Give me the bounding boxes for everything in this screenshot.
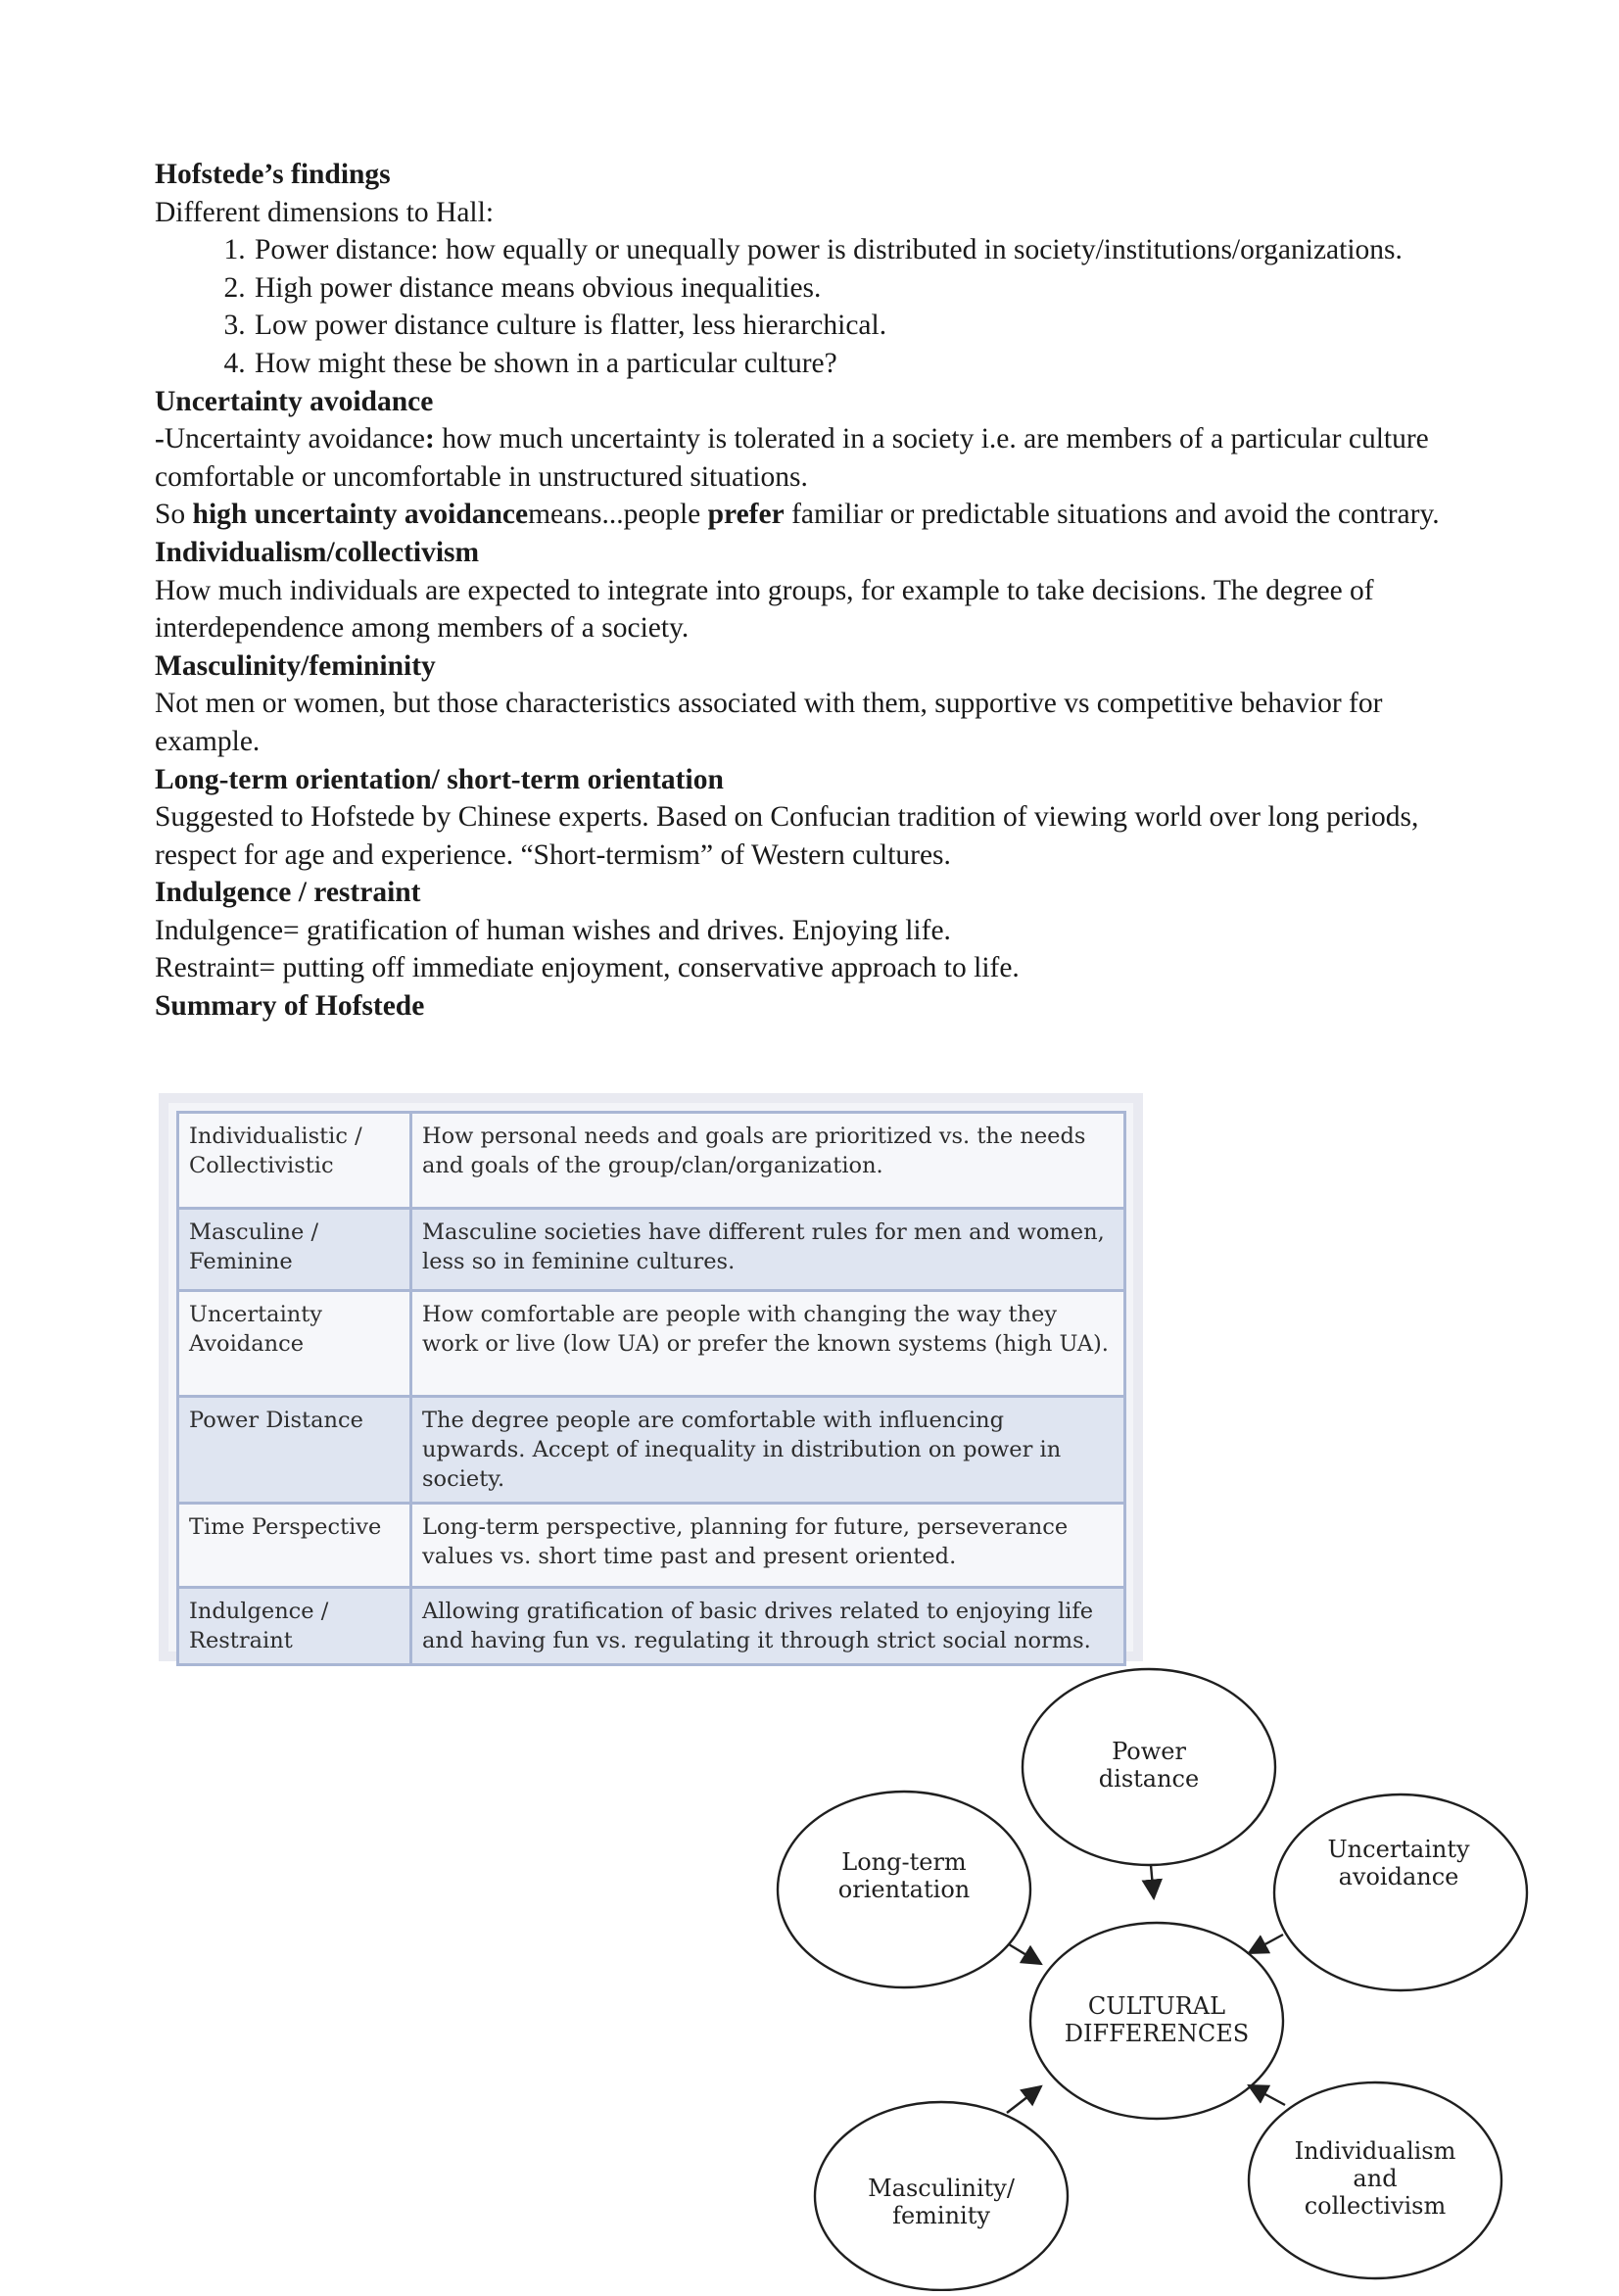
- table-row: [178, 1113, 1125, 1209]
- hofstede-summary-table: [176, 1111, 1126, 1666]
- dash-marker: -: [155, 423, 165, 455]
- individualism-paragraph: How much individuals are expected to integrate into groups, for example to take decisions. The degree of interdependence among members of a society.: [155, 574, 1374, 645]
- description-cell: Allowing gratification of basic drives related to enjoying life and having fun vs. regulating it through strict social norms.: [411, 1588, 1125, 1665]
- longterm-label-2: orientation: [837, 1876, 971, 1903]
- dimension-cell: Uncertainty Avoidance: [178, 1291, 411, 1397]
- document-body: [155, 156, 1467, 1026]
- dimension-cell: Indulgence / Restraint: [178, 1588, 411, 1665]
- heading-masculinity: Masculinity/femininity: [155, 649, 436, 682]
- table-row: [178, 1504, 1125, 1588]
- dimension-cell: Masculine / Feminine: [178, 1209, 411, 1291]
- indulgence-line: Indulgence= gratification of human wishes and drives. Enjoying life.: [155, 914, 951, 946]
- text-run: So: [155, 499, 193, 531]
- heading-hofstede-findings: Hofstede’s findings: [155, 159, 391, 190]
- text-run: means...people: [528, 499, 708, 531]
- heading-long-term: Long-term orientation/ short-term orientation: [155, 763, 724, 795]
- summary-table: [168, 1103, 1133, 1651]
- restraint-line: Restraint= putting off immediate enjoyment, conservative approach to life.: [155, 952, 1020, 984]
- description-cell: How comfortable are people with changing the way they work or live (low UA) or prefer the known systems (high UA).: [411, 1291, 1125, 1397]
- individualism-label-1: Individualism: [1294, 2137, 1456, 2165]
- description-cell: The degree people are comfortable with influencing upwards. Accept of inequality in distribution on power in society.: [411, 1397, 1125, 1504]
- center-label-2: DIFFERENCES: [1064, 2020, 1250, 2047]
- hofstede-list: [155, 231, 1467, 382]
- list-item: 3. Low power distance culture is flatter, less hierarchical.: [253, 307, 1467, 345]
- uncertainty-label-2: avoidance: [1338, 1863, 1459, 1890]
- list-item: 1. Power distance: how equally or unequally power is distributed in society/institutions/organizations.: [253, 231, 1467, 269]
- list-item: 4. How might these be shown in a particular culture?: [253, 345, 1467, 383]
- arrow-power: [1151, 1865, 1154, 1898]
- heading-individualism: Individualism/collectivism: [155, 536, 480, 568]
- individualism-label-3: collectivism: [1304, 2192, 1447, 2220]
- cultural-differences-diagram: [764, 1650, 1538, 2291]
- power-label-1: Power: [1112, 1738, 1186, 1765]
- long-term-paragraph: Suggested to Hofstede by Chinese experts. Based on Confucian tradition of viewing world over long periods, respect for age and experience. “Short-termism” of Western cultures.: [155, 801, 1419, 871]
- hofstede-intro: Different dimensions to Hall:: [155, 196, 495, 228]
- uncertainty-label-1: Uncertainty: [1327, 1836, 1470, 1863]
- text-run: familiar or predictable situations and avoid the contrary.: [784, 499, 1440, 531]
- table-row: [178, 1397, 1125, 1504]
- arrow-individualism: [1249, 2085, 1285, 2105]
- uncertainty-paragraph-1: [155, 420, 1467, 496]
- bold-run: high uncertainty avoidance: [192, 499, 529, 531]
- list-item: 2. High power distance means obvious inequalities.: [253, 269, 1467, 308]
- arrow-uncertainty: [1249, 1935, 1283, 1953]
- description-cell: How personal needs and goals are prioritized vs. the needs and goals of the group/clan/organization.: [411, 1113, 1125, 1209]
- diagram-svg: [764, 1650, 1538, 2291]
- center-label-1: CULTURAL: [1087, 1992, 1226, 2020]
- table-row: [178, 1291, 1125, 1397]
- heading-summary: Summary of Hofstede: [155, 990, 425, 1023]
- masculinity-label-2: feminity: [892, 2202, 990, 2229]
- description-cell: Long-term perspective, planning for future, perseverance values vs. short time past and present oriented.: [411, 1504, 1125, 1588]
- power-label-2: distance: [1098, 1765, 1200, 1793]
- dimension-cell: Individualistic / Collectivistic: [178, 1113, 411, 1209]
- term: Uncertainty avoidance: [164, 423, 426, 455]
- table-row: [178, 1209, 1125, 1291]
- uncertainty-paragraph-2: [155, 496, 1467, 534]
- arrow-longterm: [1009, 1944, 1041, 1964]
- dimension-cell: Time Perspective: [178, 1504, 411, 1588]
- colon: :: [425, 423, 435, 455]
- masculinity-paragraph: Not men or women, but those characteristics associated with them, supportive vs competitive behavior for example.: [155, 688, 1383, 757]
- heading-uncertainty-avoidance: Uncertainty avoidance: [155, 385, 434, 417]
- arrow-masculinity: [1007, 2086, 1041, 2113]
- uncertainty-avoidance-node: [1274, 1794, 1527, 1990]
- definition: how much uncertainty is tolerated in a society i.e. are members of a particular culture comfortable or uncomfortable in unstructured situations.: [155, 423, 1429, 493]
- dimension-cell: Power Distance: [178, 1397, 411, 1504]
- heading-indulgence: Indulgence / restraint: [155, 877, 421, 909]
- bold-run: prefer: [707, 499, 785, 531]
- description-cell: Masculine societies have different rules for men and women, less so in feminine cultures.: [411, 1209, 1125, 1291]
- masculinity-label-1: Masculinity/: [868, 2175, 1015, 2202]
- individualism-label-2: and: [1353, 2165, 1398, 2192]
- longterm-label-1: Long-term: [841, 1848, 967, 1876]
